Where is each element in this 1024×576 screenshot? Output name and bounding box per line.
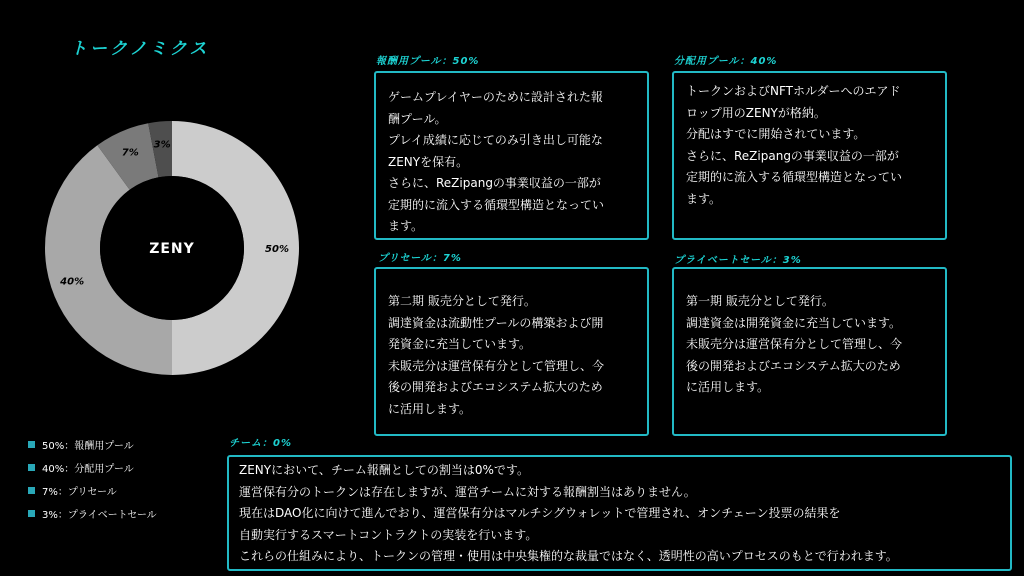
team-box (227, 455, 1012, 571)
text-line: 運営保有分のトークンは存在しますが、運営チームに対する報酬割当はありません。 (239, 484, 696, 499)
text-line: これらの仕組みにより、トークンの管理・使用は中央集権的な裁量ではなく、透明性の高いプロセスのもとで行われます。 (239, 549, 898, 564)
text-line: に活用します。 (388, 401, 472, 416)
text-line: さらに、ReZipangの事業収益の一部が (686, 148, 899, 163)
reward-pool-title: 報酬用プール：50% (376, 56, 480, 67)
text-line: 分配はすでに開始されています。 (686, 127, 866, 141)
legend-label: 7%：プリセール (42, 487, 117, 498)
legend-item-distribution (28, 456, 157, 479)
legend-label: 40%：分配用プール (42, 464, 134, 475)
text-line: 調達資金は開発資金に充当しています。 (686, 315, 902, 330)
legend-swatch (28, 487, 35, 494)
legend-item-presale (28, 479, 157, 502)
slice-label-reward: 50% (265, 244, 289, 255)
text-line: ます。 (686, 191, 722, 206)
text-line: 定期的に流入する循環型構造となってい (686, 170, 903, 184)
legend-item-private (28, 502, 157, 525)
tokenomics-donut-chart (20, 118, 330, 378)
text-line: 後の開発およびエコシステム拡大のため (388, 380, 603, 394)
text-line: 現在はDAO化に向けて進んでおり、運営保有分はマルチシグウォレットで管理され、オンチェーン投票の結果を (239, 506, 841, 521)
presale-title: プリセール：7% (378, 253, 462, 264)
distribution-pool-box (672, 71, 947, 240)
text-line: 定期的に流入する循環型構造となってい (388, 197, 605, 212)
chart-legend (28, 433, 157, 525)
text-line: 未販売分は運営保有分として管理し、今 (388, 358, 605, 373)
text-line: 未販売分は運営保有分として管理し、今 (686, 337, 903, 351)
text-line: ロップ用のZENYが格納。 (686, 105, 826, 120)
private-sale-box (672, 267, 947, 436)
text-line: 酬プール。 (388, 111, 447, 126)
page-title: トークノミクス (70, 39, 210, 59)
text-line: に活用します。 (686, 380, 770, 394)
legend-swatch (28, 510, 35, 517)
text-line: ます。 (388, 219, 424, 233)
legend-swatch (28, 464, 35, 471)
text-line: 発資金に充当しています。 (388, 337, 532, 351)
donut-center-title: ZENY (149, 241, 195, 257)
legend-item-reward (28, 433, 157, 456)
legend-label: 50%：報酬用プール (42, 441, 134, 452)
slice-label-presale: 7% (121, 147, 139, 159)
slice-label-private: 3% (153, 139, 171, 151)
text-line: トークンおよびNFTホルダーへのエアド (686, 84, 901, 98)
slice-label-distribution: 40% (60, 276, 85, 288)
text-line: ZENYを保有。 (388, 154, 469, 169)
text-line: ゲームプレイヤーのために設計された報 (388, 90, 603, 104)
text-line: 第一期 販売分として発行。 (686, 294, 834, 308)
private-sale-title: プライベートセール：3% (674, 255, 802, 266)
text-line: 自動実行するスマートコントラクトの実装を行います。 (239, 527, 538, 542)
presale-box (374, 267, 649, 436)
text-line: 後の開発およびエコシステム拡大のため (686, 358, 901, 373)
reward-pool-box (374, 71, 649, 240)
legend-label: 3%：プライベートセール (42, 510, 157, 521)
text-line: プレイ成績に応じてのみ引き出し可能な (388, 133, 603, 147)
team-title: チーム：0% (229, 438, 292, 449)
distribution-pool-title: 分配用プール：40% (674, 56, 778, 67)
text-line: 第二期 販売分として発行。 (388, 294, 536, 308)
text-line: さらに、ReZipangの事業収益の一部が (388, 176, 601, 190)
legend-swatch (28, 441, 35, 448)
text-line: ZENYにおいて、チーム報酬としての割当は0%です。 (239, 463, 529, 477)
text-line: 調達資金は流動性プールの構築および開 (388, 315, 604, 330)
